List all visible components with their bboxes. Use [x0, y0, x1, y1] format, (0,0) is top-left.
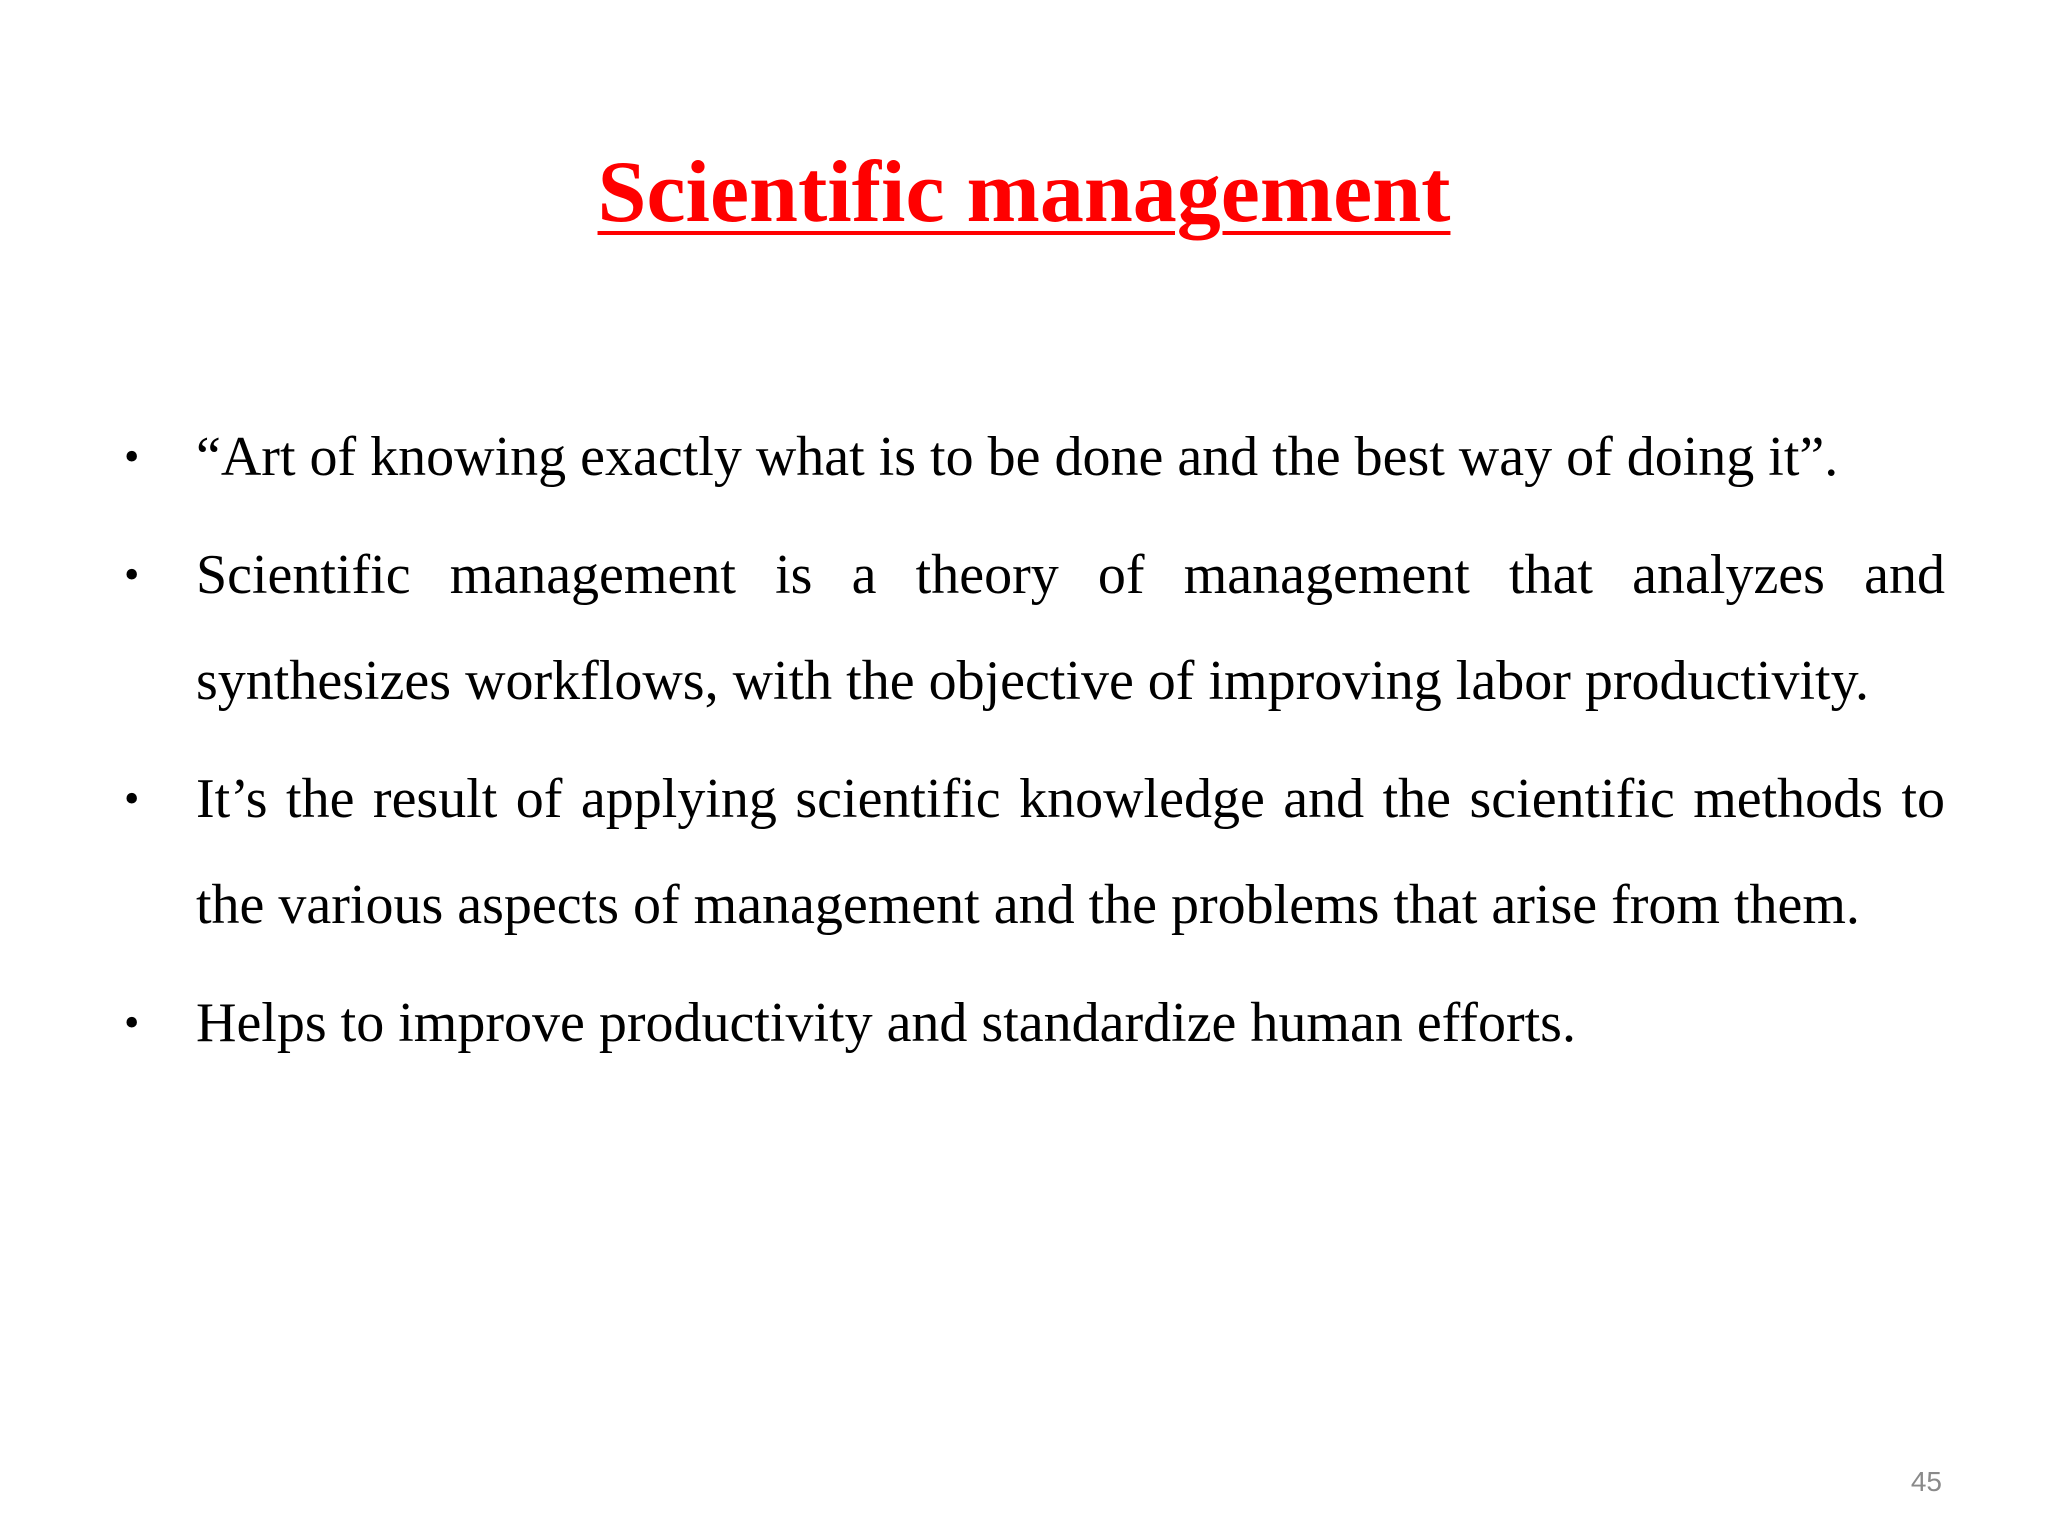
slide-title: Scientific management	[597, 144, 1451, 241]
bullet-text: Helps to improve productivity and standardize human efforts.	[196, 992, 1576, 1054]
bullet-list	[120, 404, 1945, 1088]
bullet-item-definition	[120, 404, 1945, 510]
bullet-item-result	[120, 746, 1945, 958]
bullet-marker: •	[124, 998, 140, 1047]
bullet-text: Scientific management is a theory of management that analyzes and synthesizes workflows, with the objective of improving labor productivity.	[196, 544, 1945, 712]
bullet-text: It’s the result of applying scientific knowledge and the scientific methods to the various aspects of management and the problems that arise from them.	[196, 768, 1945, 936]
bullet-marker: •	[124, 432, 140, 481]
bullet-item-theory	[120, 522, 1945, 734]
bullet-marker: •	[124, 774, 140, 823]
page-number: 45	[1910, 1466, 1942, 1497]
bullet-text: “Art of knowing exactly what is to be done and the best way of doing it”.	[196, 426, 1839, 488]
bullet-item-helps	[120, 970, 1945, 1076]
bullet-marker: •	[124, 550, 140, 599]
